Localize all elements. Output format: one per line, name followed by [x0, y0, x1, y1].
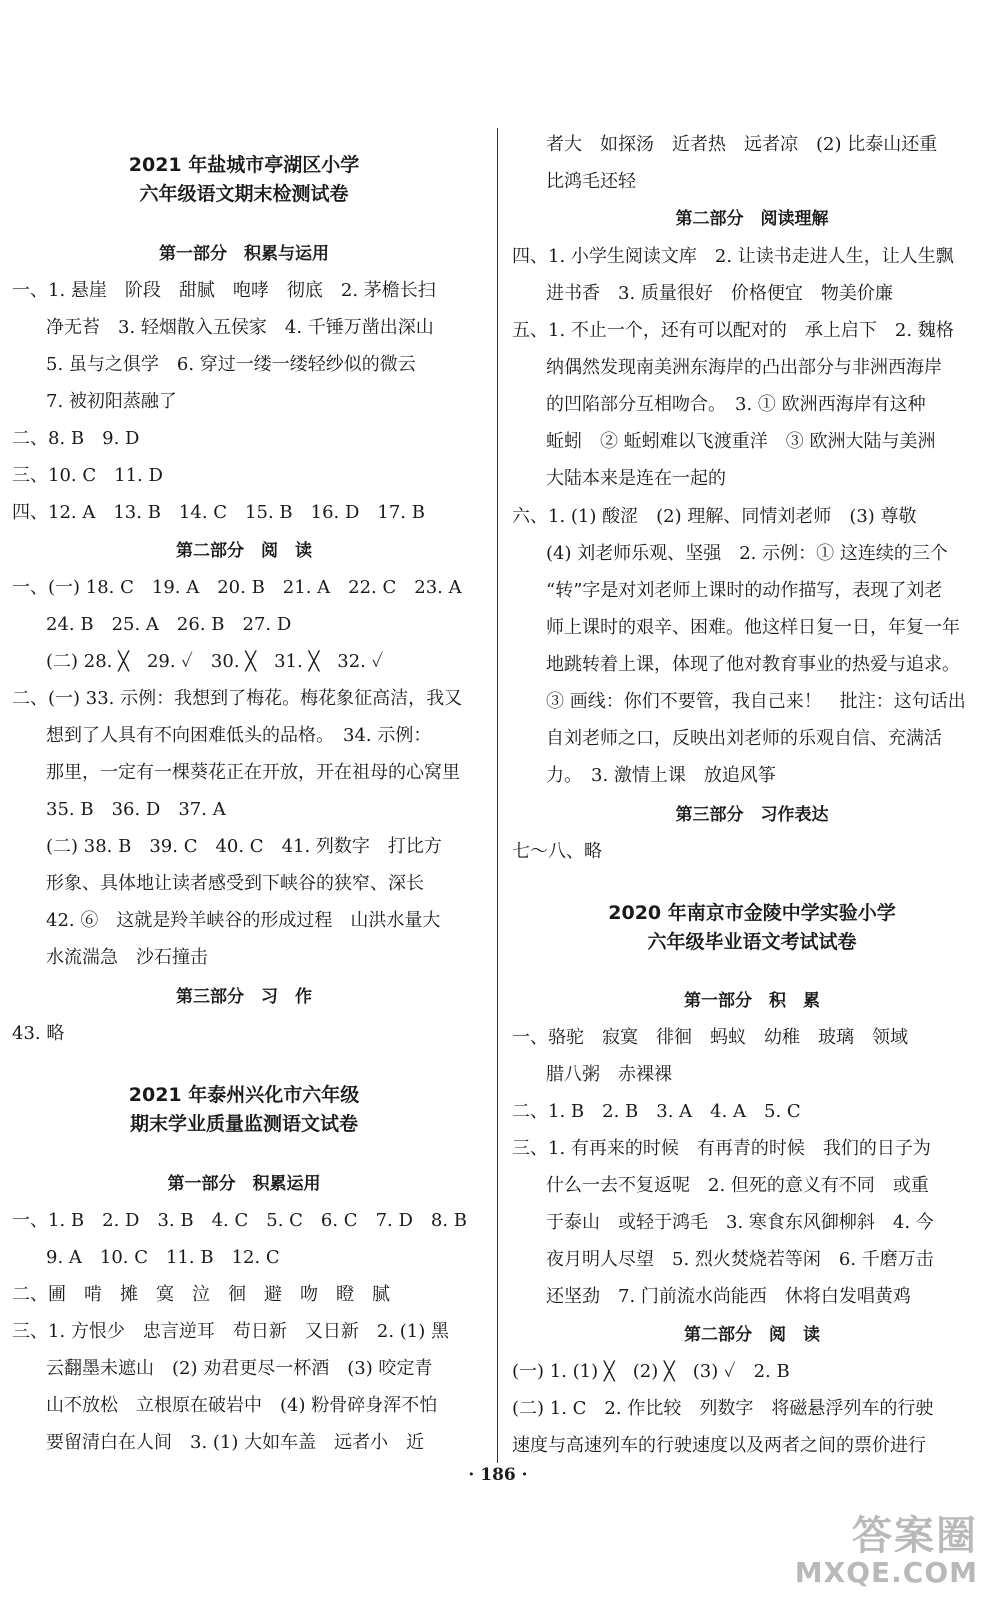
answer-line: 想到了人具有不向困难低头的品格。 34. 示例：: [46, 725, 432, 746]
exam1-part2-heading: 第二部分 阅 读: [176, 541, 312, 561]
answer-line: 一、1. 悬崖 阶段 甜腻 咆哮 彻底 2. 茅檐长扫: [12, 280, 436, 301]
answer-line: (一) 1. (1) ╳ (2) ╳ (3) ✓ 2. B: [512, 1361, 790, 1382]
answer-line: 9. A 10. C 11. B 12. C: [46, 1247, 280, 1268]
watermark-url: MXQE.COM: [794, 1556, 978, 1589]
answer-line: “转”字是对刘老师上课时的动作描写，表现了刘老: [546, 580, 943, 601]
answer-line: 那里，一定有一棵葵花正在开放，开在祖母的心窝里: [46, 762, 460, 783]
part3-writing-heading: 第三部分 习作表达: [675, 805, 829, 825]
watermark: [795, 1514, 978, 1588]
answer-line: 速度与高速列车的行驶速度以及两者之间的票价进行: [512, 1435, 926, 1456]
page-number: · 186 ·: [468, 1465, 528, 1485]
answer-line: 七～八、略: [512, 841, 602, 862]
answer-line: 二、1. B 2. B 3. A 4. A 5. C: [512, 1101, 801, 1122]
watermark-logo: 答案圈: [852, 1513, 978, 1559]
answer-line: 什么一去不复返呢 2. 但死的意义有不同 或重: [546, 1175, 929, 1196]
answer-line: 三、1. 有再来的时候 有再青的时候 我们的日子为: [512, 1138, 931, 1159]
answer-line: ③ 画线：你们不要管，我自己来！ 批注：这句话出: [546, 691, 966, 712]
exam3-part1-heading: 第一部分 积 累: [684, 991, 820, 1011]
answer-line: 蚯蚓 ② 蚯蚓难以飞渡重洋 ③ 欧洲大陆与美洲: [546, 431, 936, 452]
answer-line: 者大 如探汤 近者热 远者凉 (2) 比泰山还重: [546, 134, 938, 155]
answer-line: 43. 略: [12, 1023, 65, 1044]
exam2-title-line-1: 2021 年泰州兴化市六年级: [128, 1084, 360, 1106]
answer-line: 还坚劲 7. 门前流水尚能西 休将白发唱黄鸡: [546, 1286, 911, 1307]
exam1-title-line-2: 六年级语文期末检测试卷: [139, 183, 349, 205]
answer-line: 云翻墨未遮山 (2) 劝君更尽一杯酒 (3) 咬定青: [46, 1358, 433, 1379]
exam1-title-line-1: 2021 年盐城市亭湖区小学: [128, 154, 360, 176]
answer-line: (4) 刘老师乐观、坚强 2. 示例：① 这连续的三个: [546, 543, 948, 564]
answer-line: 水流湍急 沙石撞击: [46, 947, 208, 968]
answer-line: 腊八粥 赤裸裸: [546, 1064, 672, 1085]
answer-line: 纳偶然发现南美洲东海岸的凸出部分与非洲西海岸: [546, 357, 942, 378]
answer-line: 山不放松 立根原在破岩中 (4) 粉骨碎身浑不怕: [46, 1395, 438, 1416]
answer-line: 要留清白在人间 3. (1) 大如车盖 远者小 近: [46, 1432, 425, 1453]
answer-line: 力。 3. 激情上课 放追风筝: [546, 765, 776, 786]
answer-line: 7. 被初阳蒸融了: [46, 391, 177, 412]
answer-line: 比鸿毛还轻: [546, 171, 636, 192]
exam1-part3-heading: 第三部分 习 作: [176, 987, 312, 1007]
answer-line: 四、12. A 13. B 14. C 15. B 16. D 17. B: [12, 502, 425, 523]
answer-line: 夜月明人尽望 5. 烈火焚烧若等闲 6. 千磨万击: [546, 1249, 934, 1270]
answer-line: 24. B 25. A 26. B 27. D: [46, 614, 292, 635]
part2-reading-heading: 第二部分 阅读理解: [675, 209, 829, 229]
answer-line: 二、(一) 33. 示例：我想到了梅花。梅花象征高洁，我又: [12, 688, 463, 709]
answer-line: 四、1. 小学生阅读文库 2. 让读书走进人生，让人生飘: [512, 246, 954, 267]
answer-line: 一、骆驼 寂寞 徘徊 蚂蚁 幼稚 玻璃 领域: [512, 1027, 908, 1048]
exam2-title-line-2: 期末学业质量监测语文试卷: [129, 1113, 358, 1135]
answer-line: 进书香 3. 质量很好 价格便宜 物美价廉: [546, 283, 893, 304]
answer-line: (二) 28. ╳ 29. ✓ 30. ╳ 31. ╳ 32. ✓: [46, 651, 384, 672]
answer-line: 三、10. C 11. D: [12, 465, 163, 486]
answer-line: 师上课时的艰辛、困难。他这样日复一日，年复一年: [546, 617, 960, 638]
answer-line: (二) 38. B 39. C 40. C 41. 列数字 打比方: [46, 836, 442, 857]
answer-line: 三、1. 方恨少 忠言逆耳 苟日新 又日新 2. (1) 黑: [12, 1321, 450, 1342]
answer-line: 自刘老师之口，反映出刘老师的乐观自信、充满活: [546, 728, 942, 749]
answer-line: 的凹陷部分互相吻合。 3. ① 欧洲西海岸有这种: [546, 394, 926, 415]
answer-line: 净无苔 3. 轻烟散入五侯家 4. 千锤万凿出深山: [46, 317, 434, 338]
exam3-title-line-1: 2020 年南京市金陵中学实验小学: [608, 902, 896, 924]
exam1-part1-heading: 第一部分 积累与运用: [159, 244, 329, 264]
answer-line: 42. ⑥ 这就是羚羊峡谷的形成过程 山洪水量大: [46, 910, 441, 931]
answer-line: 二、圃 啃 摊 寞 泣 徊 避 吻 瞪 腻: [12, 1284, 390, 1305]
answer-line: 一、1. B 2. D 3. B 4. C 5. C 6. C 7. D 8. B: [12, 1210, 468, 1231]
answer-line: 35. B 36. D 37. A: [46, 799, 226, 820]
exam2-part1-heading: 第一部分 积累运用: [167, 1174, 321, 1194]
answer-line: 大陆本来是连在一起的: [546, 468, 726, 489]
exam3-part2-heading: 第二部分 阅 读: [684, 1325, 820, 1345]
answer-line: 地跳转着上课，体现了他对教育事业的热爱与追求。: [546, 654, 960, 675]
answer-line: 形象、具体地让读者感受到下峡谷的狭窄、深长: [46, 873, 424, 894]
answer-line: 于泰山 或轻于鸿毛 3. 寒食东风御柳斜 4. 今: [546, 1212, 934, 1233]
answer-line: 六、1. (1) 酸涩 (2) 理解、同情刘老师 (3) 尊敬: [512, 506, 917, 527]
answer-line: 二、8. B 9. D: [12, 428, 140, 449]
column-divider: [497, 128, 498, 1463]
answer-line: 一、(一) 18. C 19. A 20. B 21. A 22. C 23. A: [12, 577, 462, 598]
answer-line: 五、1. 不止一个，还有可以配对的 承上启下 2. 魏格: [512, 320, 954, 341]
exam3-title-line-2: 六年级毕业语文考试试卷: [647, 931, 857, 953]
answer-line: (二) 1. C 2. 作比较 列数字 将磁悬浮列车的行驶: [512, 1398, 934, 1419]
answer-line: 5. 虽与之俱学 6. 穿过一缕一缕轻纱似的微云: [46, 354, 416, 375]
